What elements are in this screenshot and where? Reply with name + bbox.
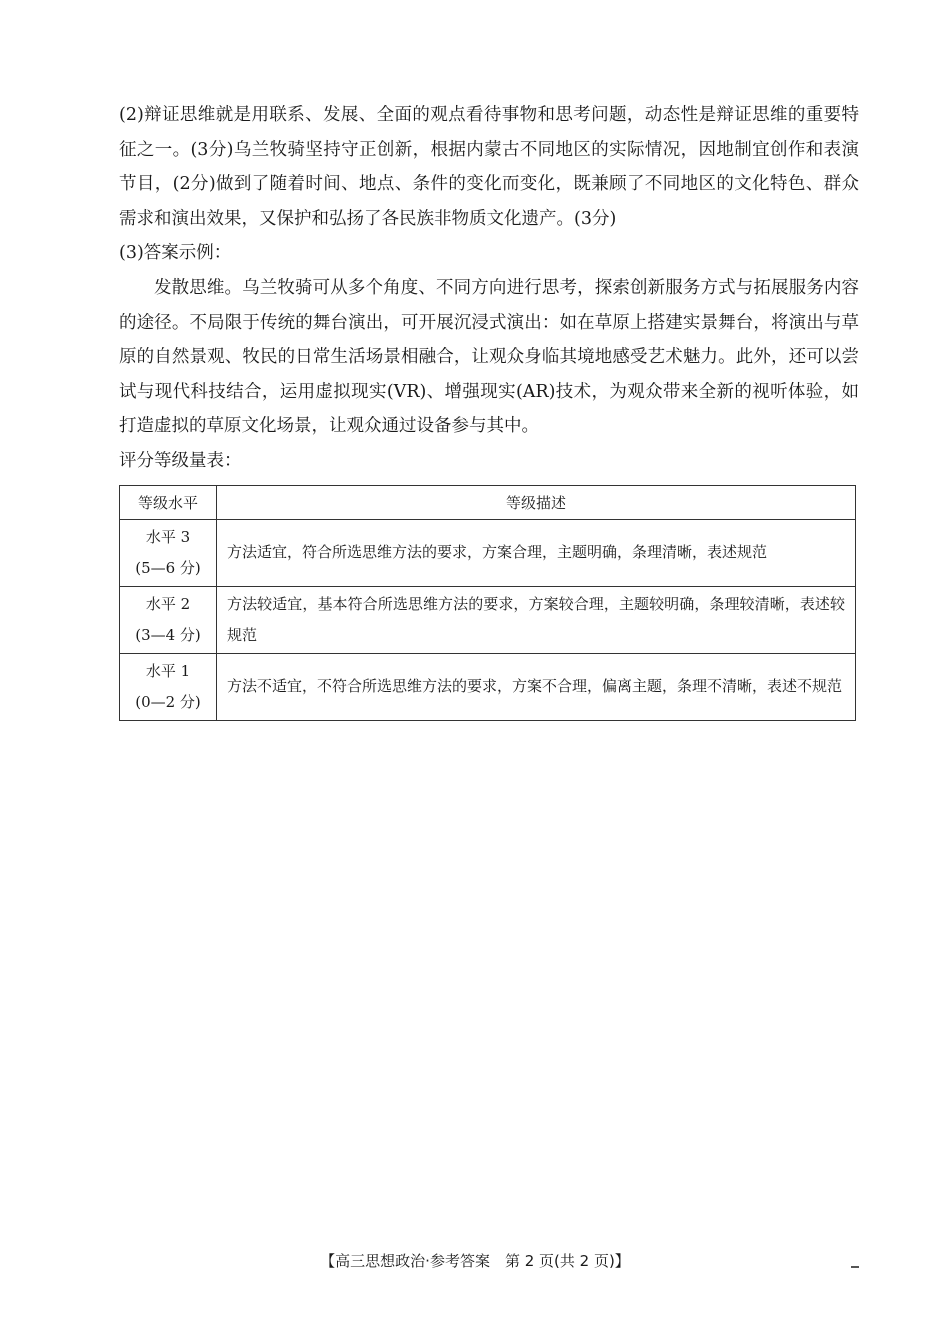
table-row [120, 653, 856, 720]
level-description: 方法较适宜，基本符合所选思维方法的要求，方案较合理，主题较明确，条理较清晰，表述较规范 [217, 586, 856, 653]
level-name: 水平 1 [145, 661, 191, 680]
answer-content [119, 98, 859, 721]
rubric-table-wrapper [119, 485, 859, 721]
header-level: 等级水平 [120, 485, 217, 519]
level-cell [120, 653, 217, 720]
level-cell [120, 519, 217, 586]
table-row [120, 586, 856, 653]
answer-part-2: (2)辩证思维就是用联系、发展、全面的观点看待事物和思考问题，动态性是辩证思维的重要特征之一。(3分)乌兰牧骑坚持守正创新，根据内蒙古不同地区的实际情况，因地制宜创作和表演节目，(2分)做到了随着时间、地点、条件的变化而变化，既兼顾了不同地区的文化特色、群众需求和演出效果，又保护和弘扬了各民族非物质文化遗产。(3分) [119, 105, 859, 229]
table-row [120, 519, 856, 586]
answer-part-3-example: 发散思维。乌兰牧骑可从多个角度、不同方向进行思考，探索创新服务方式与拓展服务内容的途径。不局限于传统的舞台演出，可开展沉浸式演出：如在草原上搭建实景舞台，将演出与草原的自然景观、牧民的日常生活场景相融合，让观众身临其境地感受艺术魅力。此外，还可以尝试与现代科技结合，运用虚拟现实(VR)、增强现实(AR)技术，为观众带来全新的视听体验，如打造虚拟的草原文化场景，让观众通过设备参与其中。 [119, 277, 859, 437]
header-description: 等级描述 [217, 485, 856, 519]
level-description: 方法不适宜，不符合所选思维方法的要求，方案不合理，偏离主题，条理不清晰，表述不规范 [217, 653, 856, 720]
rubric-table [119, 485, 856, 721]
answer-part-3-heading: (3)答案示例： [119, 243, 232, 264]
table-header-row [120, 485, 856, 519]
level-description: 方法适宜，符合所选思维方法的要求，方案合理，主题明确，条理清晰，表述规范 [217, 519, 856, 586]
corner-mark [851, 1266, 859, 1268]
level-score: (0—2 分) [135, 692, 201, 711]
level-name: 水平 2 [145, 594, 191, 613]
page-footer: 【高三思想政治·参考答案 第 2 页(共 2 页)】 [320, 1252, 630, 1270]
level-score: (3—4 分) [135, 625, 201, 644]
level-name: 水平 3 [145, 527, 191, 546]
rubric-title: 评分等级量表： [119, 450, 242, 471]
level-score: (5—6 分) [135, 558, 201, 577]
level-cell [120, 586, 217, 653]
